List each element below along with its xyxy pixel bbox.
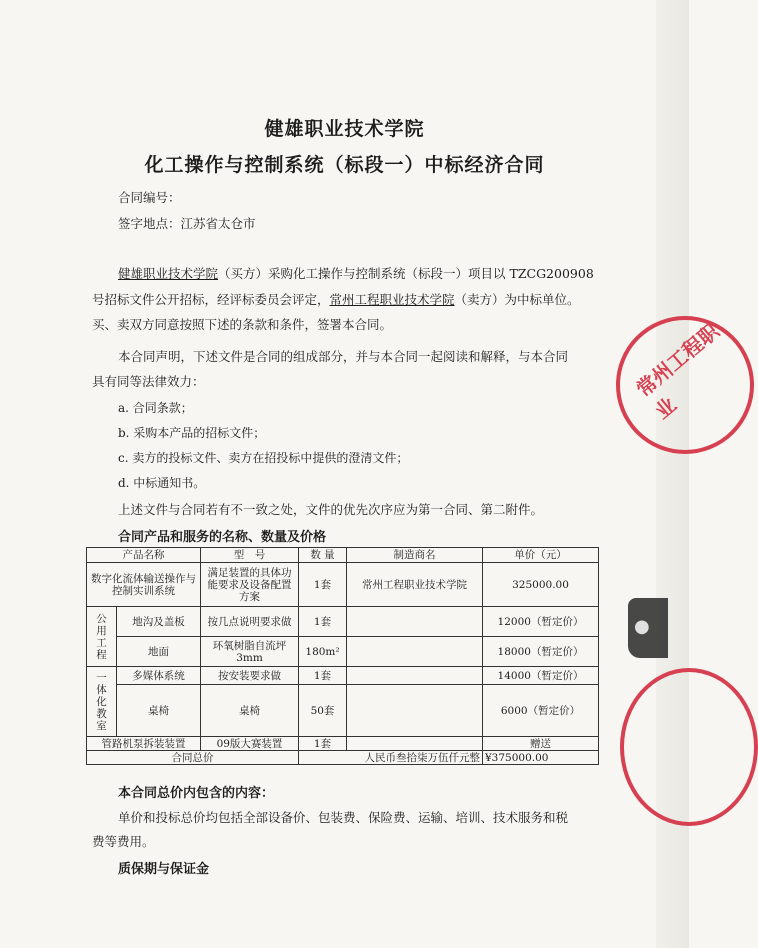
cell-manufacturer: 常州工程职业技术学院 [347,563,483,607]
intro-line-1 [118,262,594,286]
cell-quantity: 1套 [299,667,347,685]
cell-product-name: 地沟及盖板 [117,607,201,637]
cell-model: 桌椅 [201,685,299,737]
declaration-line-1: 本合同声明，下述文件是合同的组成部分，并与本合同一起阅读和解释，与本合同 [118,349,569,364]
intro-line-2-b: （卖方）为中标单位。 [454,292,580,307]
table-row [87,685,599,737]
cell-quantity: 1套 [299,563,347,607]
cell-manufacturer [347,637,483,667]
doc-item-c: c. 卖方的投标文件、卖方在招投标中提供的澄清文件； [118,451,409,465]
table-row [87,607,599,637]
declaration-line-2: 具有同等法律效力： [92,374,205,389]
doc-item-d: d. 中标通知书。 [118,476,206,490]
cell-unit-price: 325000.00 [483,563,599,607]
table-row [87,737,599,751]
cell-unit-price: 赠送 [483,737,599,751]
official-seal-upper: 常州工程职业 [616,316,754,454]
cell-quantity: 180m² [299,637,347,667]
cell-model: 满足装置的具体功能要求及设备配置方案 [201,563,299,607]
total-in-words: 人民币叁拾柒万伍仟元整 [299,751,483,765]
header-quantity: 数 量 [299,548,347,563]
items-table [86,547,599,765]
doc-item-a: a. 合同条款； [118,401,193,415]
header-unit-price: 单价（元） [483,548,599,563]
cell-model: 按安装要求做 [201,667,299,685]
cell-model: 09版大赛装置 [201,737,299,751]
includes-line-1: 单价和投标总价均包括全部设备价、包装费、保险费、运输、培训、技术服务和税 [118,810,569,825]
warranty-title: 质保期与保证金 [118,862,210,877]
buyer-name: 健雄职业技术学院 [118,266,219,281]
cell-manufacturer [347,685,483,737]
cell-manufacturer [347,607,483,637]
cell-model: 环氧树脂自流坪3mm [201,637,299,667]
contract-number-label: 合同编号： [118,190,181,205]
cell-unit-price: 6000（暂定价） [483,685,599,737]
intro-line-1-rest: （买方）采购化工操作与控制系统（标段一）项目以 TZCG200908 [218,266,594,281]
school-title: 健雄职业技术学院 [264,118,425,140]
seller-name: 常州工程职业技术学院 [329,292,455,307]
doc-item-b: b. 采购本产品的招标文件； [118,426,266,440]
cell-product-name: 多媒体系统 [117,667,201,685]
table-header-row [87,548,599,563]
header-model: 型 号 [201,548,299,563]
cell-quantity: 1套 [299,737,347,751]
intro-line-3: 买、卖双方同意按照下述的条款和条件，签署本合同。 [92,317,393,332]
cell-model: 按几点说明要求做 [201,607,299,637]
cell-manufacturer [347,667,483,685]
cell-manufacturer [347,737,483,751]
group-public-works-label: 公 用 工 程 [87,607,117,667]
header-product-name: 产品名称 [87,548,201,563]
cell-unit-price: 18000（暂定价） [483,637,599,667]
total-label: 合同总价 [87,751,299,765]
official-seal-lower [620,668,758,826]
total-amount: ¥375000.00 [483,751,599,765]
cell-product-name: 地面 [117,637,201,667]
intro-line-2-a: 号招标文件公开招标，经评标委员会评定， [92,292,330,307]
signing-place: 签字地点：江苏省太仓市 [118,216,256,231]
cell-product-name: 数字化流体输送操作与控制实训系统 [87,563,201,607]
group-classroom-label: 一 体 化 教 室 [87,667,117,737]
cell-quantity: 50套 [299,685,347,737]
seal-bleed-mark: ● [628,598,668,658]
table-section-title: 合同产品和服务的名称、数量及价格 [118,530,327,545]
includes-title: 本合同总价内包含的内容： [118,786,275,801]
table-row [87,563,599,607]
precedence-clause: 上述文件与合同若有不一致之处，文件的优先次序应为第一合同、第二附件。 [118,502,544,517]
cell-product-name: 管路机泵拆装装置 [87,737,201,751]
cell-quantity: 1套 [299,607,347,637]
includes-line-2: 费等费用。 [92,834,155,849]
table-row [87,667,599,685]
cell-unit-price: 12000（暂定价） [483,607,599,637]
table-total-row [87,751,599,765]
header-manufacturer: 制造商名 [347,548,483,563]
contract-title: 化工操作与控制系统（标段一）中标经济合同 [144,154,545,176]
table-row [87,637,599,667]
intro-line-2 [92,288,580,312]
cell-product-name: 桌椅 [117,685,201,737]
cell-unit-price: 14000（暂定价） [483,667,599,685]
